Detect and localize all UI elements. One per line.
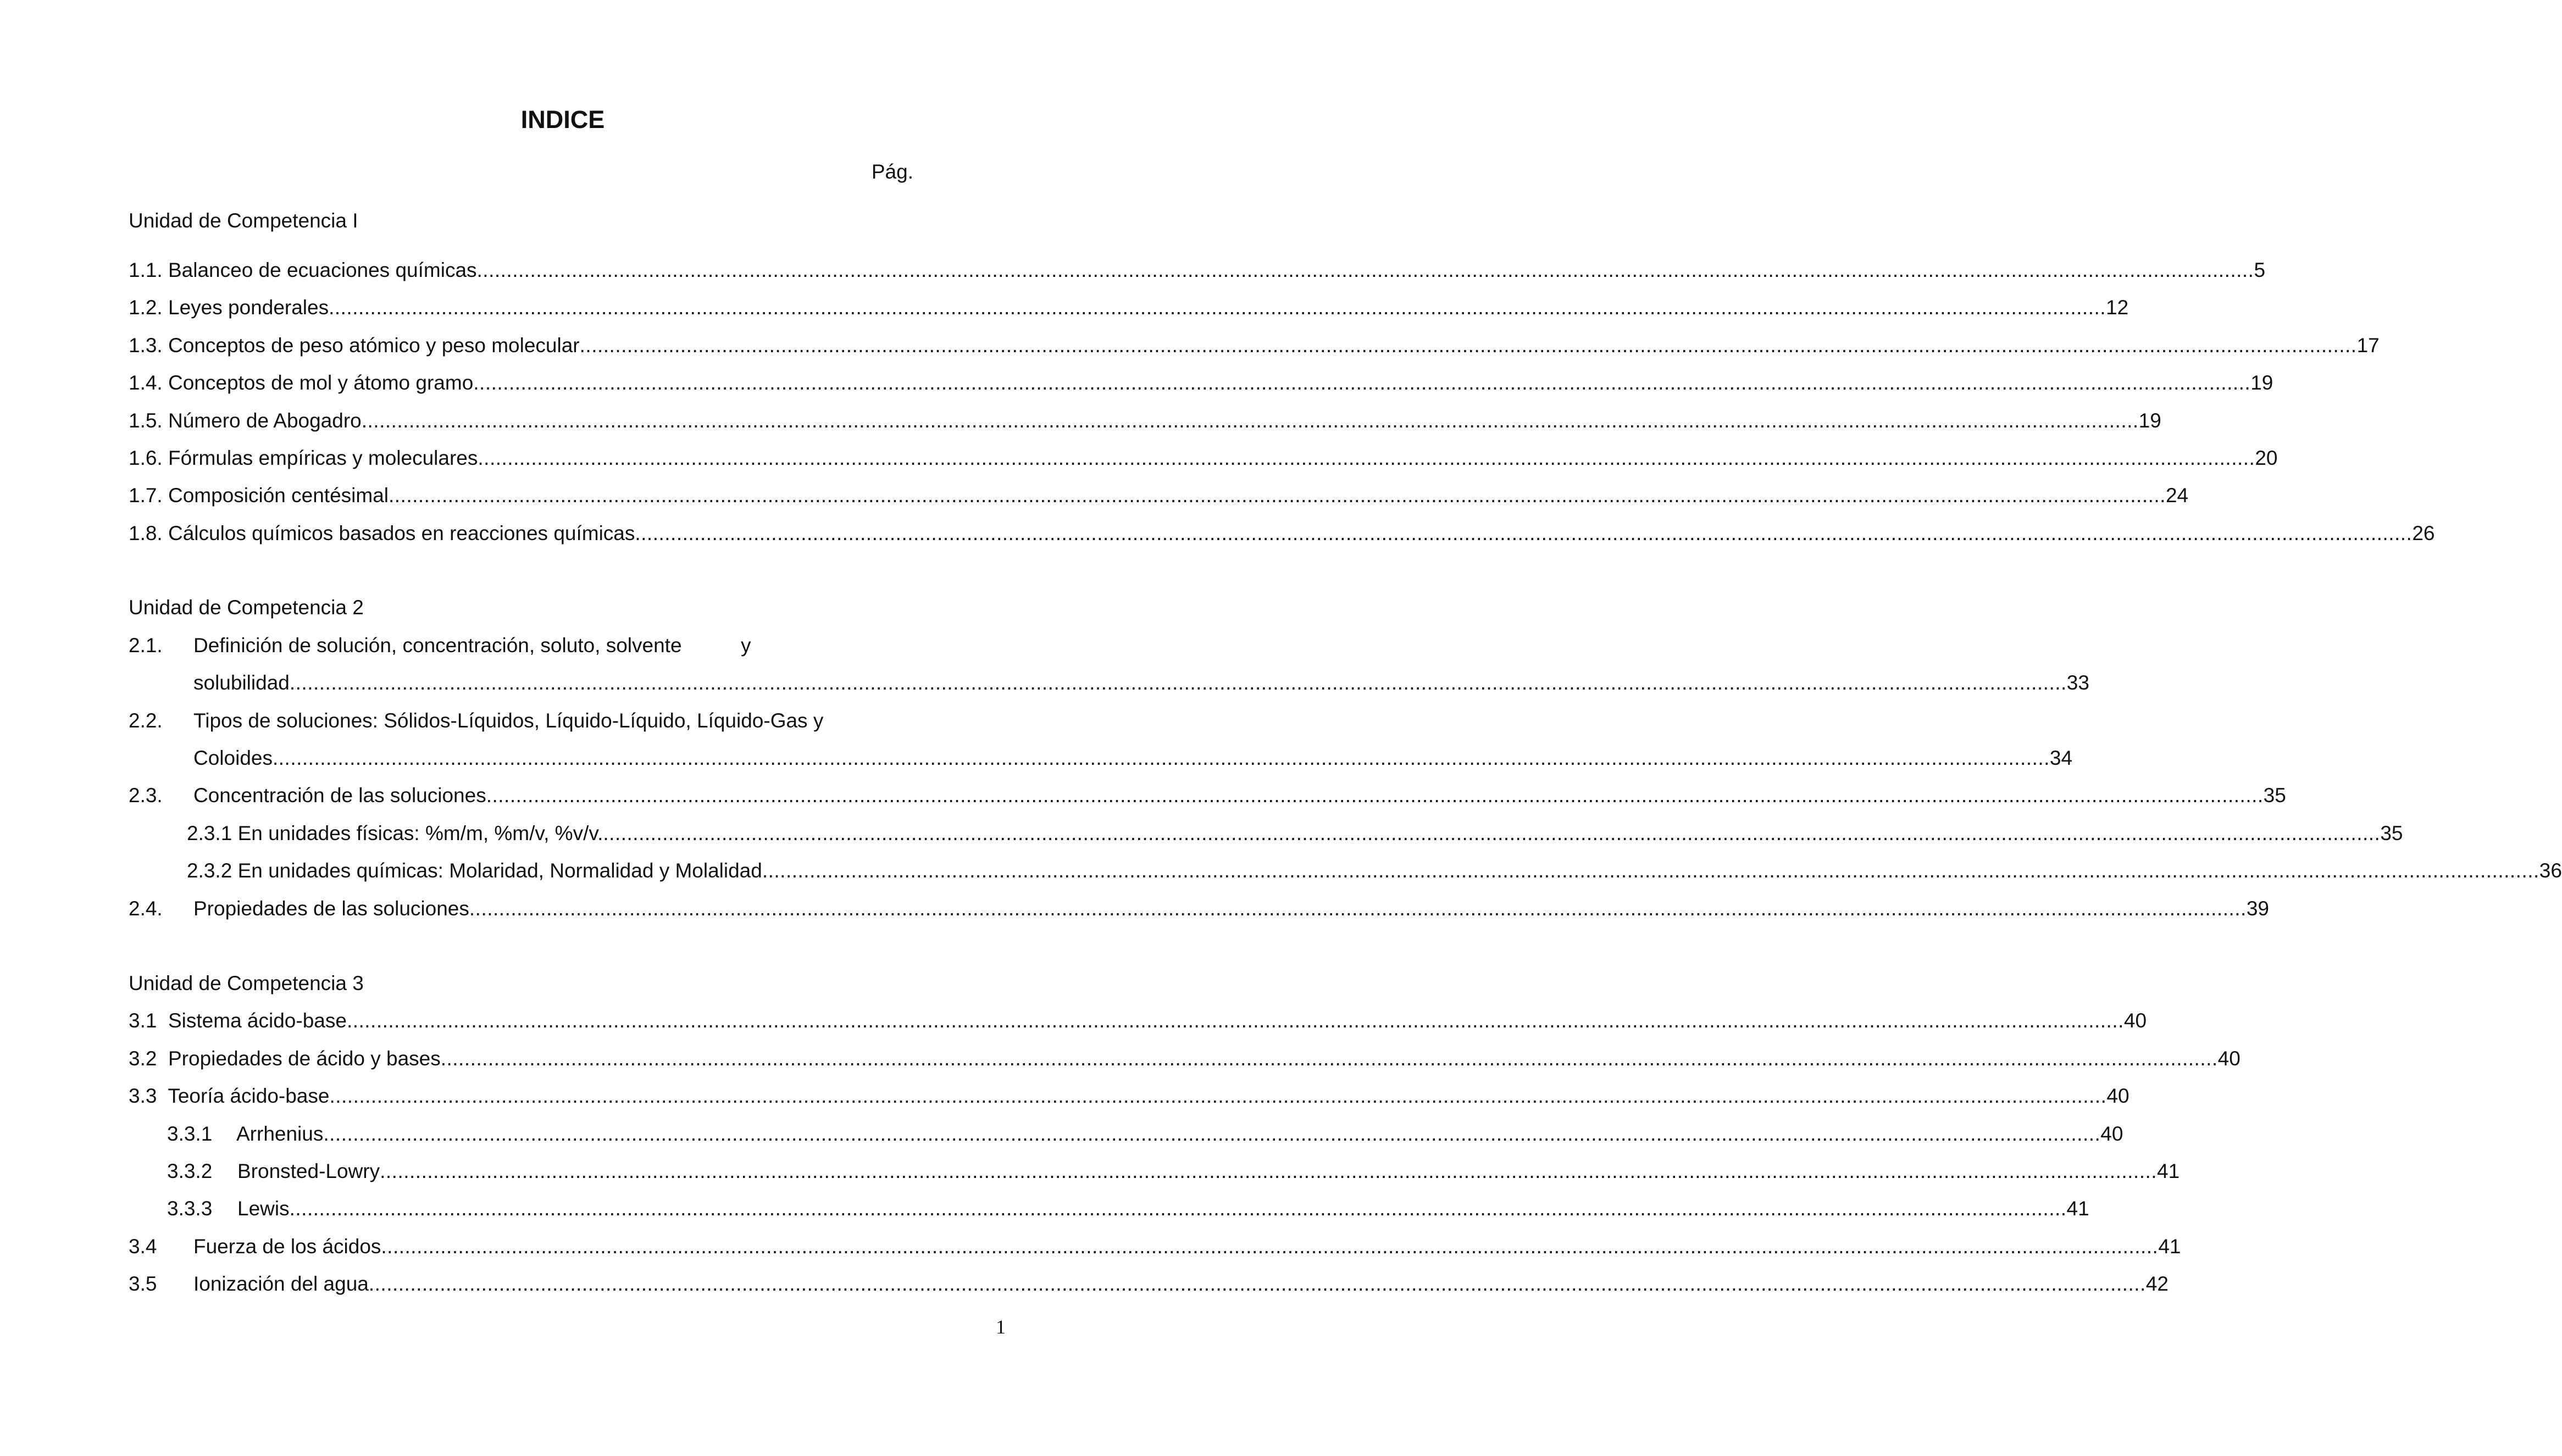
- toc-entry-page: 39: [2246, 897, 2269, 920]
- toc-entry-number: 3.3.3: [167, 1197, 213, 1220]
- toc-entry-page: 41: [2157, 1160, 2180, 1182]
- toc-entry: [0, 1004, 2147, 1037]
- toc-entry-first-line: [0, 629, 1125, 662]
- unit-heading-text: Unidad de Competencia I: [129, 209, 358, 232]
- toc-entry-text: Ionización del agua: [193, 1272, 369, 1295]
- toc-entry-page: 24: [2165, 484, 2189, 507]
- toc-entry: [0, 479, 2189, 512]
- dot-leader: ............................................................................................................................................................................................................................................................................................................: [440, 1047, 2218, 1070]
- toc-entry-number: 2.2.: [129, 709, 163, 732]
- toc-entry-page: 41: [2158, 1235, 2181, 1258]
- dot-leader: ............................................................................................................................................................................................................................................................................................................: [486, 784, 2264, 807]
- toc-entry: [0, 329, 2380, 362]
- toc-entry: [0, 1230, 2181, 1263]
- toc-entry-text: Definición de solución, concentración, soluto, solvente: [193, 634, 682, 657]
- dot-leader: ............................................................................................................................................................................................................................................................................................................: [579, 334, 2357, 357]
- toc-entry-page: 34: [2049, 747, 2073, 769]
- toc-entry-text: Tipos de soluciones: Sólidos-Líquidos, Líquido-Líquido, Líquido-Gas y: [193, 709, 824, 732]
- toc-entry-page: 26: [2412, 522, 2435, 544]
- toc-entry-page: 33: [2066, 671, 2089, 694]
- toc-entry-text: solubilidad: [193, 671, 290, 694]
- unit-heading-text: Unidad de Competencia 3: [129, 972, 364, 994]
- unit-heading: [0, 591, 1125, 624]
- dot-leader: ............................................................................................................................................................................................................................................................................................................: [762, 859, 2539, 882]
- toc-entry-page: 17: [2356, 334, 2380, 357]
- toc-entry-text: 1.8. Cálculos químicos basados en reacciones químicas: [129, 522, 635, 544]
- page-title: INDICE: [520, 105, 605, 134]
- toc-entry: [0, 254, 2266, 287]
- dot-leader: ............................................................................................................................................................................................................................................................................................................: [469, 897, 2247, 920]
- toc-entry-page: 42: [2145, 1272, 2169, 1295]
- toc-entry: [0, 1268, 2169, 1301]
- toc-entry: [0, 1042, 2241, 1075]
- toc-entry: [0, 404, 2161, 437]
- toc-entry-text: 3.2 Propiedades de ácido y bases: [129, 1047, 441, 1070]
- toc-entry-text-end: y: [741, 634, 751, 657]
- unit-heading: [0, 967, 1125, 1000]
- toc-entry-page: 40: [2217, 1047, 2241, 1070]
- dot-leader: ............................................................................................................................................................................................................................................................................................................: [381, 1235, 2159, 1258]
- toc-entry-number: 3.3.1: [167, 1122, 213, 1145]
- toc-entry: [0, 1118, 2123, 1151]
- toc-entry: [0, 666, 2089, 699]
- dot-leader: ............................................................................................................................................................................................................................................................................................................: [272, 747, 2050, 769]
- toc-entry: [0, 854, 2562, 887]
- toc-entry-first-line: [0, 704, 1125, 737]
- dot-leader: ............................................................................................................................................................................................................................................................................................................: [329, 296, 2106, 319]
- dot-leader: ............................................................................................................................................................................................................................................................................................................: [346, 1009, 2124, 1032]
- toc-entry-text: 2.3.1 En unidades físicas: %m/m, %m/v, %v/v.: [187, 822, 603, 844]
- unit-heading-text: Unidad de Competencia 2: [129, 596, 364, 619]
- toc-entry-number: 2.3.: [129, 784, 163, 807]
- dot-leader: ............................................................................................................................................................................................................................................................................................................: [478, 447, 2255, 469]
- toc-entry-page: 20: [2255, 447, 2278, 469]
- toc-entry-text: 1.5. Número de Abogadro: [129, 409, 362, 432]
- toc-entry-text: Bronsted-Lowry: [237, 1160, 380, 1182]
- dot-leader: ............................................................................................................................................................................................................................................................................................................: [473, 371, 2251, 394]
- dot-leader: ............................................................................................................................................................................................................................................................................................................: [289, 1197, 2067, 1220]
- toc-entry-page: 35: [2263, 784, 2286, 807]
- toc-entry-text: 1.3. Conceptos de peso atómico y peso molecular: [129, 334, 580, 357]
- dot-leader: ............................................................................................................................................................................................................................................................................................................: [361, 409, 2139, 432]
- toc-entry-page: 19: [2138, 409, 2161, 432]
- toc-entry-page: 40: [2106, 1085, 2130, 1107]
- toc-entry-text: 1.2. Leyes ponderales: [129, 296, 329, 319]
- dot-leader: ............................................................................................................................................................................................................................................................................................................: [368, 1272, 2146, 1295]
- toc-entry: [0, 291, 2129, 324]
- toc-entry-page: 5: [2254, 259, 2266, 281]
- toc-entry: [0, 1155, 2180, 1188]
- toc-entry-text: Fuerza de los ácidos: [193, 1235, 381, 1258]
- toc-entry: [0, 742, 2073, 775]
- toc-entry-text: Coloides: [193, 747, 273, 769]
- toc-entry-text: Concentración de las soluciones: [193, 784, 486, 807]
- toc-entry-number: 3.4: [129, 1235, 157, 1258]
- unit-heading: [0, 204, 1125, 237]
- toc-entry-text: Propiedades de las soluciones: [193, 897, 469, 920]
- toc-entry-page: 40: [2100, 1122, 2123, 1145]
- toc-entry-text: 2.3.2 En unidades químicas: Molaridad, Normalidad y Molalidad: [187, 859, 762, 882]
- toc-entry-number: 3.5: [129, 1272, 157, 1295]
- dot-leader: ............................................................................................................................................................................................................................................................................................................: [289, 671, 2067, 694]
- toc-entry: [0, 817, 2403, 850]
- toc-entry: [0, 892, 2269, 925]
- page-number: 1: [996, 1316, 1006, 1338]
- toc-entry-page: 40: [2123, 1009, 2147, 1032]
- toc-entry-text: 3.1 Sistema ácido-base: [129, 1009, 347, 1032]
- toc-entry: [0, 1080, 2130, 1113]
- toc-entry-text: Lewis: [237, 1197, 290, 1220]
- dot-leader: ............................................................................................................................................................................................................................................................................................................: [635, 522, 2413, 544]
- toc-entry-text: Arrhenius: [236, 1122, 324, 1145]
- toc-entry: [0, 366, 2273, 399]
- dot-leader: ............................................................................................................................................................................................................................................................................................................: [380, 1160, 2158, 1182]
- toc-entry: [0, 442, 2278, 475]
- toc-entry-page: 41: [2066, 1197, 2089, 1220]
- toc-entry-text: 1.6. Fórmulas empíricas y moleculares: [129, 447, 478, 469]
- toc-entry-page: 19: [2250, 371, 2273, 394]
- toc-entry-text: 3.3 Teoría ácido-base: [129, 1085, 330, 1107]
- toc-entry-number: 2.4.: [129, 897, 163, 920]
- toc-entry: [0, 517, 2435, 550]
- toc-entry: [0, 1192, 2089, 1225]
- dot-leader: ............................................................................................................................................................................................................................................................................................................: [329, 1085, 2107, 1107]
- toc-entry-page: 36: [2539, 859, 2562, 882]
- toc-entry-page: 35: [2380, 822, 2403, 844]
- toc-entry-text: 1.7. Composición centésimal: [129, 484, 389, 507]
- toc-entry-number: 3.3.2: [167, 1160, 213, 1182]
- toc-entry-text: 1.1. Balanceo de ecuaciones químicas: [129, 259, 477, 281]
- toc-entry-page: 12: [2106, 296, 2129, 319]
- dot-leader: ............................................................................................................................................................................................................................................................................................................: [389, 484, 2166, 507]
- page-column-label: Pág.: [871, 160, 913, 183]
- toc-entry-number: 2.1.: [129, 634, 163, 657]
- dot-leader: ............................................................................................................................................................................................................................................................................................................: [476, 259, 2254, 281]
- dot-leader: ............................................................................................................................................................................................................................................................................................................: [323, 1122, 2101, 1145]
- dot-leader: ............................................................................................................................................................................................................................................................................................................: [603, 822, 2381, 844]
- toc-entry-text: 1.4. Conceptos de mol y átomo gramo: [129, 371, 474, 394]
- toc-entry: [0, 779, 2286, 812]
